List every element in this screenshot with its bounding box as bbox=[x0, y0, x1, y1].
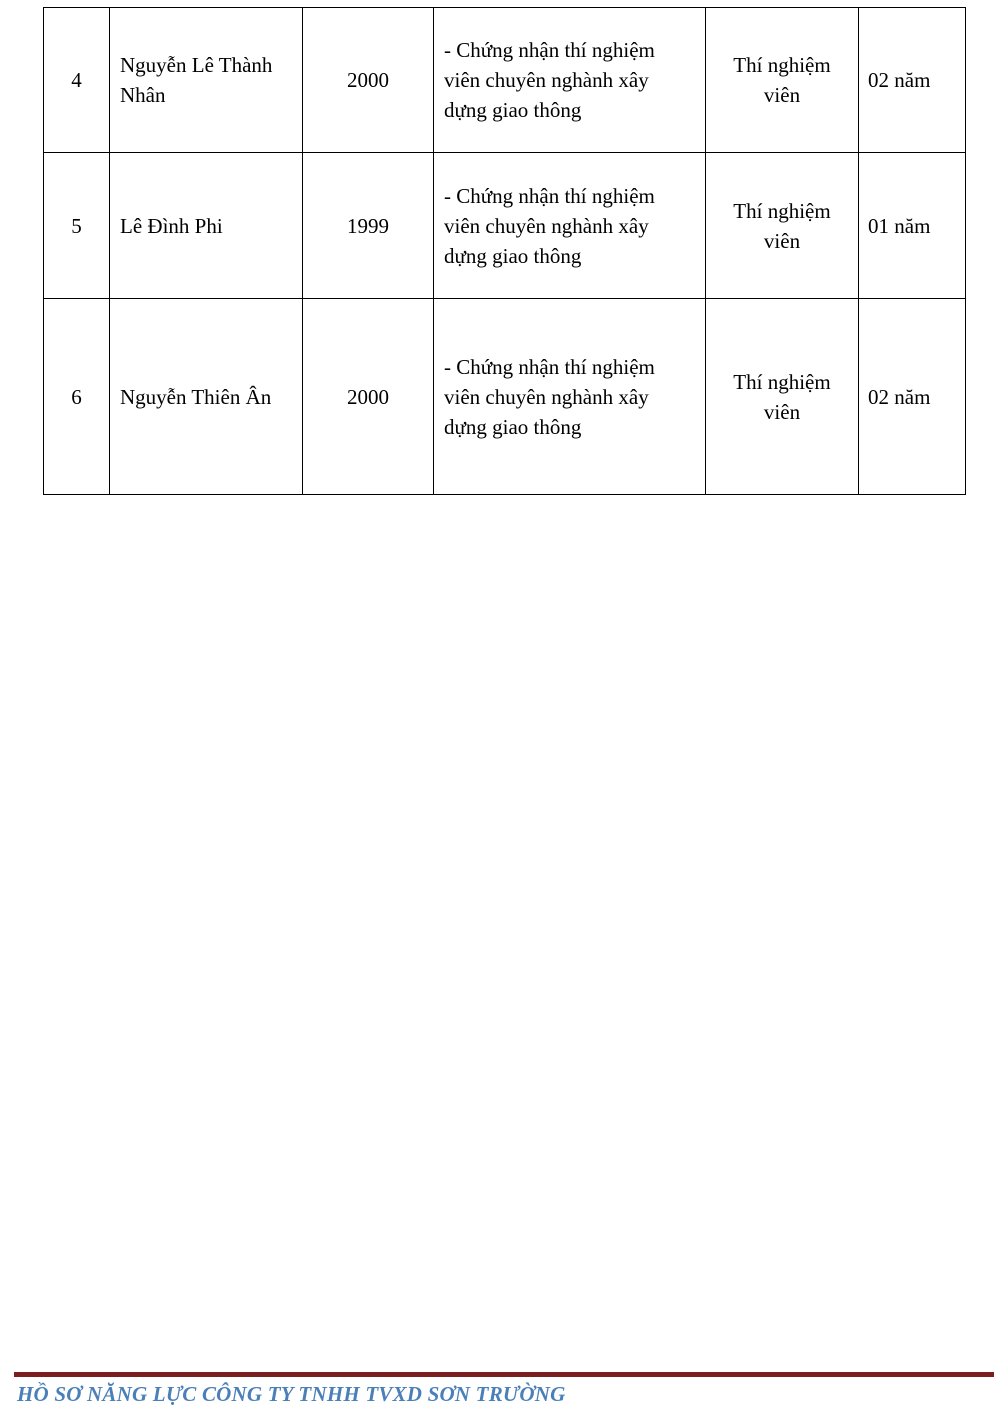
certificate-line-1: - Chứng nhận thí nghiệm bbox=[444, 38, 655, 62]
birth-year-cell bbox=[303, 153, 434, 299]
certificate-line-2: viên chuyên nghành xây bbox=[444, 213, 649, 238]
experience: 02 năm bbox=[868, 384, 931, 409]
role-line-2: viên bbox=[763, 228, 801, 253]
certificate-line-1: - Chứng nhận thí nghiệm bbox=[444, 354, 655, 379]
experience-cell bbox=[859, 299, 966, 495]
role-line-1: Thí nghiệm bbox=[733, 198, 831, 223]
footer-divider bbox=[14, 1372, 994, 1377]
role-line-2: viên bbox=[763, 83, 801, 107]
staff-table bbox=[43, 7, 966, 495]
certificate-line-3: dựng giao thông bbox=[444, 98, 582, 122]
row-number: 6 bbox=[71, 384, 82, 409]
birth-year: 1999 bbox=[347, 213, 389, 238]
name-cell bbox=[110, 299, 303, 495]
birth-year: 2000 bbox=[347, 68, 389, 92]
name-cell bbox=[110, 8, 303, 153]
certificate-cell bbox=[434, 299, 706, 495]
certificate-cell bbox=[434, 8, 706, 153]
birth-year-cell bbox=[303, 299, 434, 495]
row-number-cell bbox=[44, 8, 110, 153]
role-cell bbox=[706, 8, 859, 153]
certificate-cell bbox=[434, 153, 706, 299]
role-cell bbox=[706, 153, 859, 299]
footer-company-title: HỒ SƠ NĂNG LỰC CÔNG TY TNHH TVXD SƠN TRƯỜNG bbox=[17, 1382, 566, 1406]
certificate-line-3: dựng giao thông bbox=[444, 243, 582, 268]
table-row bbox=[44, 299, 966, 495]
role-line-1: Thí nghiệm bbox=[733, 53, 831, 77]
experience: 02 năm bbox=[868, 68, 931, 92]
name-line-1: Lê Đình Phi bbox=[120, 213, 223, 238]
name-line-2: Nhân bbox=[120, 83, 166, 107]
name-line-1: Nguyễn Lê Thành bbox=[120, 53, 273, 77]
experience-cell bbox=[859, 8, 966, 153]
certificate-line-2: viên chuyên nghành xây bbox=[444, 68, 649, 92]
row-number: 4 bbox=[71, 68, 82, 92]
name-line-1: Nguyễn Thiên Ân bbox=[120, 384, 272, 409]
row-number-cell bbox=[44, 299, 110, 495]
role-cell bbox=[706, 299, 859, 495]
certificate-line-2: viên chuyên nghành xây bbox=[444, 384, 649, 409]
name-cell bbox=[110, 153, 303, 299]
table-row bbox=[44, 8, 966, 153]
row-number-cell bbox=[44, 153, 110, 299]
role-line-2: viên bbox=[763, 399, 801, 424]
row-number: 5 bbox=[71, 213, 82, 238]
birth-year-cell bbox=[303, 8, 434, 153]
role-line-1: Thí nghiệm bbox=[733, 369, 831, 394]
birth-year: 2000 bbox=[347, 384, 389, 409]
certificate-line-1: - Chứng nhận thí nghiệm bbox=[444, 183, 655, 208]
table-row bbox=[44, 153, 966, 299]
experience-cell bbox=[859, 153, 966, 299]
experience: 01 năm bbox=[868, 213, 931, 238]
certificate-line-3: dựng giao thông bbox=[444, 414, 582, 439]
